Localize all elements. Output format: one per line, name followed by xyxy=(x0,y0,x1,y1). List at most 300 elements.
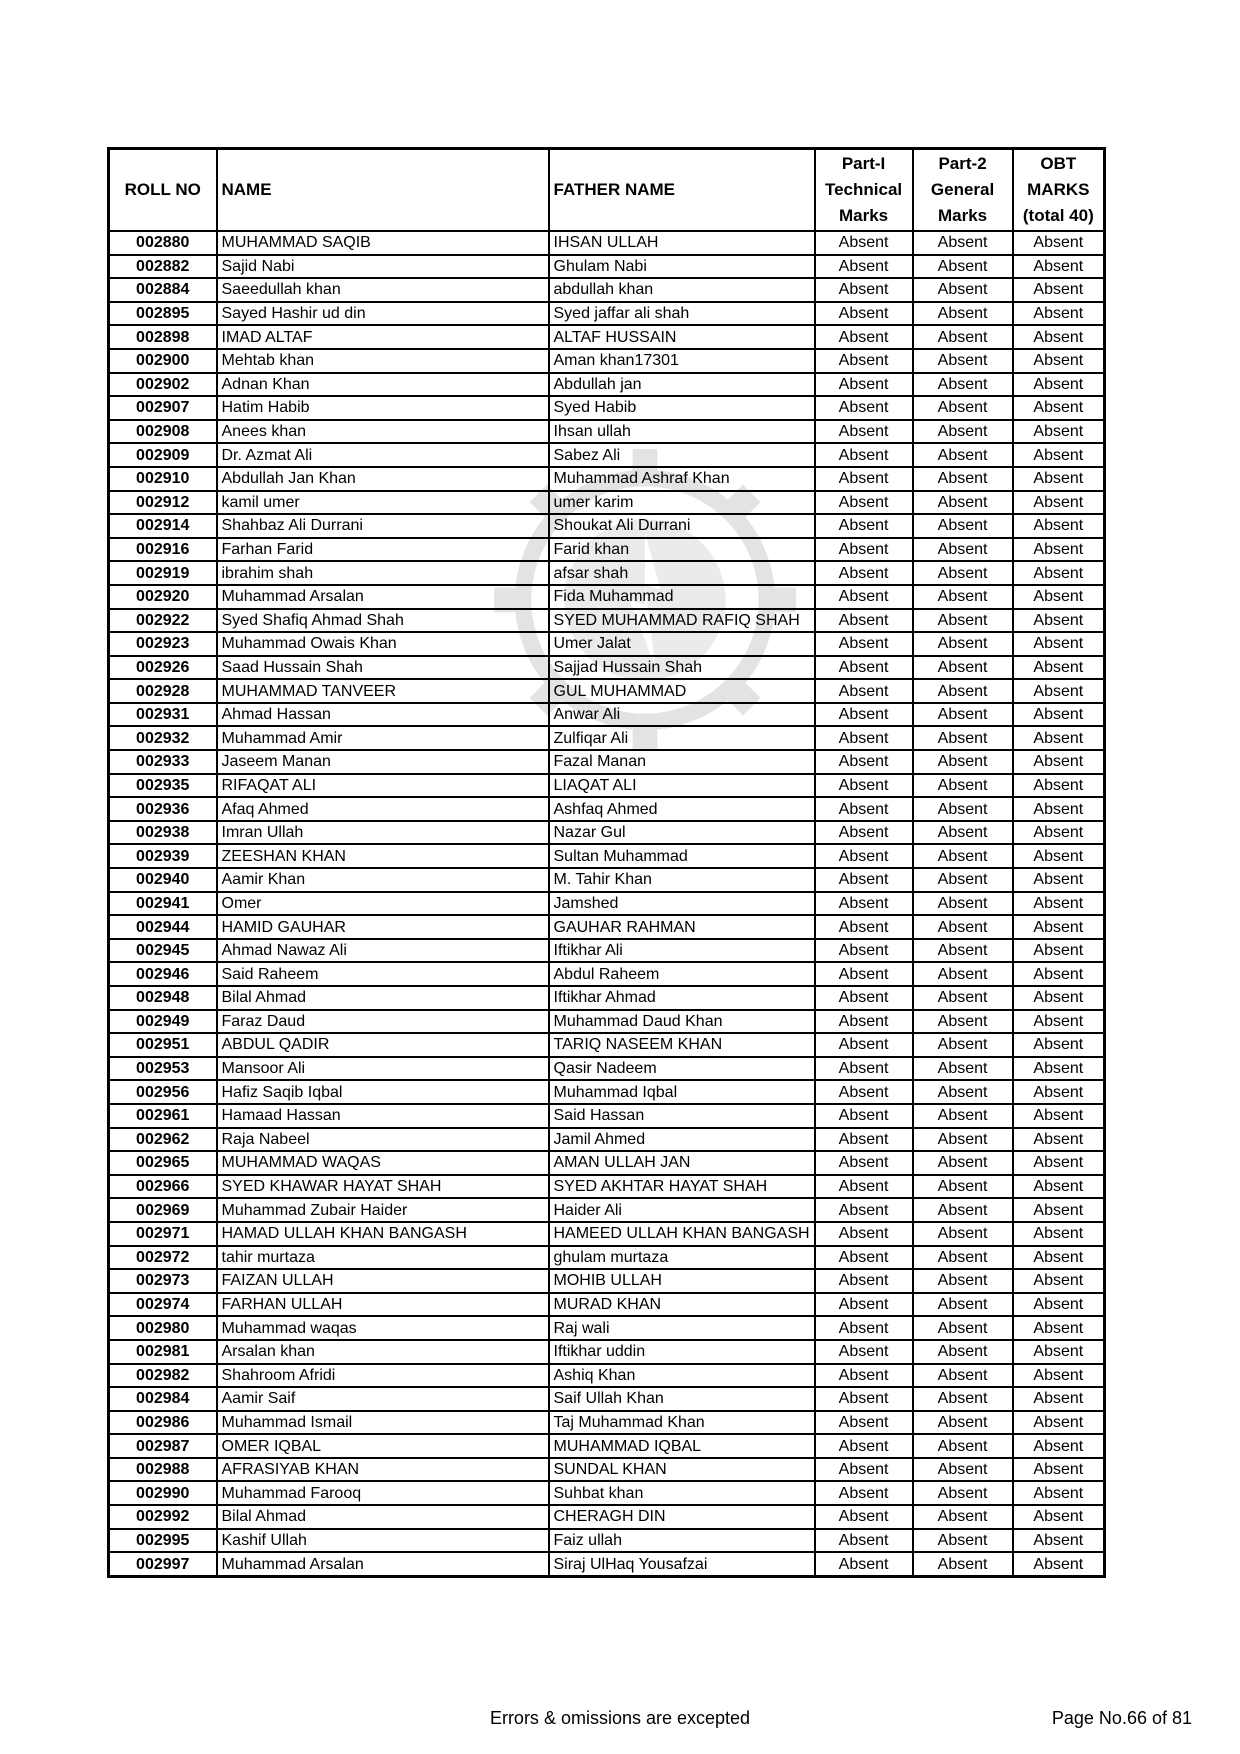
roll-no-cell: 002980 xyxy=(109,1316,217,1340)
part1-marks-cell: Absent xyxy=(815,561,913,585)
table-row xyxy=(109,1552,1105,1576)
obt-marks-cell: Absent xyxy=(1013,609,1105,633)
name-cell: Abdullah Jan Khan xyxy=(217,467,549,491)
roll-no-cell: 002920 xyxy=(109,585,217,609)
roll-no-cell: 002988 xyxy=(109,1458,217,1482)
obt-marks-cell: Absent xyxy=(1013,844,1105,868)
father-name-cell: Ihsan ullah xyxy=(549,420,815,444)
name-cell: Kashif Ullah xyxy=(217,1529,549,1553)
name-cell: IMAD ALTAF xyxy=(217,325,549,349)
obt-marks-cell: Absent xyxy=(1013,1458,1105,1482)
obt-marks-cell: Absent xyxy=(1013,1364,1105,1388)
father-name-cell: umer karim xyxy=(549,491,815,515)
roll-no-cell: 002995 xyxy=(109,1529,217,1553)
name-cell: Dr. Azmat Ali xyxy=(217,443,549,467)
table-row xyxy=(109,868,1105,892)
part1-marks-cell: Absent xyxy=(815,962,913,986)
part2-marks-cell: Absent xyxy=(913,1010,1013,1034)
father-name-cell: LIAQAT ALI xyxy=(549,774,815,798)
father-name-cell: Syed jaffar ali shah xyxy=(549,302,815,326)
part1-marks-cell: Absent xyxy=(815,443,913,467)
table-row xyxy=(109,1151,1105,1175)
part2-marks-cell: Absent xyxy=(913,396,1013,420)
father-name-cell: Jamshed xyxy=(549,892,815,916)
obt-marks-cell: Absent xyxy=(1013,1033,1105,1057)
col-header-name: NAME xyxy=(217,149,549,232)
obt-marks-cell: Absent xyxy=(1013,255,1105,279)
col-header-father-name: FATHER NAME xyxy=(549,149,815,232)
table-row xyxy=(109,538,1105,562)
name-cell: FARHAN ULLAH xyxy=(217,1293,549,1317)
roll-no-cell: 002880 xyxy=(109,231,217,255)
name-cell: Adnan Khan xyxy=(217,373,549,397)
footer-disclaimer: Errors & omissions are excepted xyxy=(489,1708,751,1728)
father-name-cell: Sajjad Hussain Shah xyxy=(549,656,815,680)
table-row xyxy=(109,1222,1105,1246)
part1-marks-cell: Absent xyxy=(815,1458,913,1482)
roll-no-cell: 002898 xyxy=(109,325,217,349)
roll-no-cell: 002984 xyxy=(109,1387,217,1411)
obt-marks-cell: Absent xyxy=(1013,1434,1105,1458)
father-name-cell: Faiz ullah xyxy=(549,1529,815,1553)
part1-marks-cell: Absent xyxy=(815,1529,913,1553)
father-name-cell: Haider Ali xyxy=(549,1198,815,1222)
part2-marks-cell: Absent xyxy=(913,1104,1013,1128)
part1-marks-cell: Absent xyxy=(815,939,913,963)
name-cell: Anees khan xyxy=(217,420,549,444)
roll-no-cell: 002987 xyxy=(109,1434,217,1458)
part2-marks-cell: Absent xyxy=(913,538,1013,562)
obt-marks-cell: Absent xyxy=(1013,349,1105,373)
name-cell: Arsalan khan xyxy=(217,1340,549,1364)
part1-marks-cell: Absent xyxy=(815,231,913,255)
father-name-cell: Farid khan xyxy=(549,538,815,562)
obt-marks-cell: Absent xyxy=(1013,1198,1105,1222)
table-row xyxy=(109,1269,1105,1293)
name-cell: Muhammad Arsalan xyxy=(217,585,549,609)
obt-marks-cell: Absent xyxy=(1013,585,1105,609)
col-header-roll-no: ROLL NO xyxy=(109,149,217,232)
table-row xyxy=(109,986,1105,1010)
part2-marks-cell: Absent xyxy=(913,726,1013,750)
father-name-cell: Muhammad Ashraf Khan xyxy=(549,467,815,491)
father-name-cell: Said Hassan xyxy=(549,1104,815,1128)
father-name-cell: Jamil Ahmed xyxy=(549,1128,815,1152)
father-name-cell: Ashfaq Ahmed xyxy=(549,797,815,821)
col-header-part2: Part-2 General Marks xyxy=(913,149,1013,232)
part1-marks-cell: Absent xyxy=(815,491,913,515)
name-cell: FAIZAN ULLAH xyxy=(217,1269,549,1293)
part2-marks-cell: Absent xyxy=(913,420,1013,444)
part2-marks-cell: Absent xyxy=(913,491,1013,515)
col-header-part1: Part-I Technical Marks xyxy=(815,149,913,232)
name-cell: kamil umer xyxy=(217,491,549,515)
obt-marks-cell: Absent xyxy=(1013,892,1105,916)
table-body xyxy=(109,231,1105,1576)
name-cell: Saeedullah khan xyxy=(217,278,549,302)
table-row xyxy=(109,1057,1105,1081)
table-row xyxy=(109,939,1105,963)
obt-marks-cell: Absent xyxy=(1013,986,1105,1010)
obt-marks-cell: Absent xyxy=(1013,1175,1105,1199)
father-name-cell: afsar shah xyxy=(549,561,815,585)
part1-marks-cell: Absent xyxy=(815,632,913,656)
table-row xyxy=(109,420,1105,444)
roll-no-cell: 002923 xyxy=(109,632,217,656)
roll-no-cell: 002940 xyxy=(109,868,217,892)
name-cell: AFRASIYAB KHAN xyxy=(217,1458,549,1482)
part1-marks-cell: Absent xyxy=(815,1080,913,1104)
name-cell: Muhammad Owais Khan xyxy=(217,632,549,656)
part2-marks-cell: Absent xyxy=(913,325,1013,349)
part2-marks-cell: Absent xyxy=(913,514,1013,538)
table-row xyxy=(109,1010,1105,1034)
part1-marks-cell: Absent xyxy=(815,325,913,349)
roll-no-cell: 002936 xyxy=(109,797,217,821)
part2-marks-cell: Absent xyxy=(913,844,1013,868)
father-name-cell: Zulfiqar Ali xyxy=(549,726,815,750)
name-cell: Bilal Ahmad xyxy=(217,1505,549,1529)
part2-marks-cell: Absent xyxy=(913,1057,1013,1081)
name-cell: Hafiz Saqib Iqbal xyxy=(217,1080,549,1104)
obt-marks-cell: Absent xyxy=(1013,231,1105,255)
name-cell: Saad Hussain Shah xyxy=(217,656,549,680)
part2-marks-cell: Absent xyxy=(913,609,1013,633)
part1-marks-cell: Absent xyxy=(815,1151,913,1175)
table-row xyxy=(109,373,1105,397)
part2-marks-cell: Absent xyxy=(913,892,1013,916)
part2-marks-cell: Absent xyxy=(913,373,1013,397)
roll-no-cell: 002953 xyxy=(109,1057,217,1081)
roll-no-cell: 002962 xyxy=(109,1128,217,1152)
name-cell: Muhammad Ismail xyxy=(217,1411,549,1435)
obt-marks-cell: Absent xyxy=(1013,797,1105,821)
part2-marks-cell: Absent xyxy=(913,1411,1013,1435)
part1-marks-cell: Absent xyxy=(815,396,913,420)
roll-no-cell: 002902 xyxy=(109,373,217,397)
obt-marks-cell: Absent xyxy=(1013,491,1105,515)
obt-marks-cell: Absent xyxy=(1013,1481,1105,1505)
father-name-cell: SYED AKHTAR HAYAT SHAH xyxy=(549,1175,815,1199)
obt-marks-cell: Absent xyxy=(1013,962,1105,986)
father-name-cell: Muhammad Daud Khan xyxy=(549,1010,815,1034)
name-cell: Aamir Saif xyxy=(217,1387,549,1411)
table-row xyxy=(109,561,1105,585)
table-row xyxy=(109,1104,1105,1128)
father-name-cell: Aman khan17301 xyxy=(549,349,815,373)
part2-marks-cell: Absent xyxy=(913,821,1013,845)
father-name-cell: Suhbat khan xyxy=(549,1481,815,1505)
father-name-cell: Anwar Ali xyxy=(549,703,815,727)
part2-marks-cell: Absent xyxy=(913,750,1013,774)
roll-no-cell: 002961 xyxy=(109,1104,217,1128)
father-name-cell: Umer Jalat xyxy=(549,632,815,656)
roll-no-cell: 002912 xyxy=(109,491,217,515)
name-cell: Said Raheem xyxy=(217,962,549,986)
table-row xyxy=(109,1458,1105,1482)
part2-marks-cell: Absent xyxy=(913,703,1013,727)
father-name-cell: HAMEED ULLAH KHAN BANGASH xyxy=(549,1222,815,1246)
part1-marks-cell: Absent xyxy=(815,703,913,727)
roll-no-cell: 002935 xyxy=(109,774,217,798)
father-name-cell: SYED MUHAMMAD RAFIQ SHAH xyxy=(549,609,815,633)
roll-no-cell: 002944 xyxy=(109,915,217,939)
part2-marks-cell: Absent xyxy=(913,1364,1013,1388)
obt-marks-cell: Absent xyxy=(1013,1128,1105,1152)
obt-marks-cell: Absent xyxy=(1013,1316,1105,1340)
part2-marks-cell: Absent xyxy=(913,962,1013,986)
part1-marks-cell: Absent xyxy=(815,609,913,633)
name-cell: Mansoor Ali xyxy=(217,1057,549,1081)
obt-marks-cell: Absent xyxy=(1013,467,1105,491)
name-cell: Muhammad Zubair Haider xyxy=(217,1198,549,1222)
roll-no-cell: 002986 xyxy=(109,1411,217,1435)
table-row xyxy=(109,514,1105,538)
part2-marks-cell: Absent xyxy=(913,1269,1013,1293)
name-cell: Imran Ullah xyxy=(217,821,549,845)
table-row xyxy=(109,255,1105,279)
obt-marks-cell: Absent xyxy=(1013,1010,1105,1034)
part1-marks-cell: Absent xyxy=(815,1316,913,1340)
father-name-cell: Siraj UlHaq Yousafzai xyxy=(549,1552,815,1576)
table-row xyxy=(109,302,1105,326)
part1-marks-cell: Absent xyxy=(815,915,913,939)
father-name-cell: Ghulam Nabi xyxy=(549,255,815,279)
roll-no-cell: 002895 xyxy=(109,302,217,326)
part1-marks-cell: Absent xyxy=(815,1481,913,1505)
obt-marks-cell: Absent xyxy=(1013,679,1105,703)
part2-marks-cell: Absent xyxy=(913,656,1013,680)
name-cell: Afaq Ahmed xyxy=(217,797,549,821)
obt-marks-cell: Absent xyxy=(1013,915,1105,939)
roll-no-cell: 002908 xyxy=(109,420,217,444)
part2-marks-cell: Absent xyxy=(913,1198,1013,1222)
obt-marks-cell: Absent xyxy=(1013,868,1105,892)
part1-marks-cell: Absent xyxy=(815,750,913,774)
father-name-cell: Nazar Gul xyxy=(549,821,815,845)
part2-marks-cell: Absent xyxy=(913,278,1013,302)
part1-marks-cell: Absent xyxy=(815,1387,913,1411)
page-number: Page No.66 of 81 xyxy=(1051,1708,1192,1728)
part1-marks-cell: Absent xyxy=(815,1293,913,1317)
roll-no-cell: 002969 xyxy=(109,1198,217,1222)
roll-no-cell: 002948 xyxy=(109,986,217,1010)
table-row xyxy=(109,844,1105,868)
father-name-cell: TARIQ NASEEM KHAN xyxy=(549,1033,815,1057)
table-header-row xyxy=(109,149,1105,232)
father-name-cell: Ashiq Khan xyxy=(549,1364,815,1388)
table-row xyxy=(109,396,1105,420)
roll-no-cell: 002933 xyxy=(109,750,217,774)
part2-marks-cell: Absent xyxy=(913,1552,1013,1576)
obt-marks-cell: Absent xyxy=(1013,1080,1105,1104)
table-row xyxy=(109,491,1105,515)
obt-marks-cell: Absent xyxy=(1013,1246,1105,1270)
results-table xyxy=(107,147,1106,1578)
father-name-cell: CHERAGH DIN xyxy=(549,1505,815,1529)
obt-marks-cell: Absent xyxy=(1013,1552,1105,1576)
obt-marks-cell: Absent xyxy=(1013,302,1105,326)
name-cell: Sajid Nabi xyxy=(217,255,549,279)
part1-marks-cell: Absent xyxy=(815,1434,913,1458)
roll-no-cell: 002974 xyxy=(109,1293,217,1317)
name-cell: Shahroom Afridi xyxy=(217,1364,549,1388)
roll-no-cell: 002990 xyxy=(109,1481,217,1505)
roll-no-cell: 002939 xyxy=(109,844,217,868)
father-name-cell: MURAD KHAN xyxy=(549,1293,815,1317)
table-row xyxy=(109,1175,1105,1199)
table-row xyxy=(109,632,1105,656)
roll-no-cell: 002914 xyxy=(109,514,217,538)
table-row xyxy=(109,750,1105,774)
roll-no-cell: 002945 xyxy=(109,939,217,963)
table-row xyxy=(109,1316,1105,1340)
roll-no-cell: 002941 xyxy=(109,892,217,916)
roll-no-cell: 002992 xyxy=(109,1505,217,1529)
roll-no-cell: 002919 xyxy=(109,561,217,585)
roll-no-cell: 002916 xyxy=(109,538,217,562)
part1-marks-cell: Absent xyxy=(815,302,913,326)
table-row xyxy=(109,679,1105,703)
father-name-cell: Taj Muhammad Khan xyxy=(549,1411,815,1435)
part2-marks-cell: Absent xyxy=(913,1340,1013,1364)
part2-marks-cell: Absent xyxy=(913,1128,1013,1152)
part1-marks-cell: Absent xyxy=(815,1246,913,1270)
table-row xyxy=(109,962,1105,986)
table-row xyxy=(109,1128,1105,1152)
obt-marks-cell: Absent xyxy=(1013,774,1105,798)
father-name-cell: GAUHAR RAHMAN xyxy=(549,915,815,939)
part1-marks-cell: Absent xyxy=(815,1057,913,1081)
part2-marks-cell: Absent xyxy=(913,1151,1013,1175)
roll-no-cell: 002910 xyxy=(109,467,217,491)
table-row xyxy=(109,325,1105,349)
roll-no-cell: 002884 xyxy=(109,278,217,302)
part2-marks-cell: Absent xyxy=(913,561,1013,585)
part2-marks-cell: Absent xyxy=(913,349,1013,373)
father-name-cell: MUHAMMAD IQBAL xyxy=(549,1434,815,1458)
father-name-cell: Sultan Muhammad xyxy=(549,844,815,868)
father-name-cell: ghulam murtaza xyxy=(549,1246,815,1270)
obt-marks-cell: Absent xyxy=(1013,939,1105,963)
roll-no-cell: 002900 xyxy=(109,349,217,373)
father-name-cell: MOHIB ULLAH xyxy=(549,1269,815,1293)
father-name-cell: Saif Ullah Khan xyxy=(549,1387,815,1411)
part2-marks-cell: Absent xyxy=(913,255,1013,279)
roll-no-cell: 002972 xyxy=(109,1246,217,1270)
roll-no-cell: 002956 xyxy=(109,1080,217,1104)
table-row xyxy=(109,609,1105,633)
name-cell: HAMID GAUHAR xyxy=(217,915,549,939)
name-cell: Hatim Habib xyxy=(217,396,549,420)
name-cell: Sayed Hashir ud din xyxy=(217,302,549,326)
part1-marks-cell: Absent xyxy=(815,1010,913,1034)
name-cell: OMER IQBAL xyxy=(217,1434,549,1458)
obt-marks-cell: Absent xyxy=(1013,373,1105,397)
part2-marks-cell: Absent xyxy=(913,1458,1013,1482)
part2-marks-cell: Absent xyxy=(913,915,1013,939)
roll-no-cell: 002981 xyxy=(109,1340,217,1364)
roll-no-cell: 002966 xyxy=(109,1175,217,1199)
part2-marks-cell: Absent xyxy=(913,774,1013,798)
table-row xyxy=(109,443,1105,467)
roll-no-cell: 002951 xyxy=(109,1033,217,1057)
obt-marks-cell: Absent xyxy=(1013,538,1105,562)
part1-marks-cell: Absent xyxy=(815,679,913,703)
roll-no-cell: 002946 xyxy=(109,962,217,986)
obt-marks-cell: Absent xyxy=(1013,1151,1105,1175)
part1-marks-cell: Absent xyxy=(815,844,913,868)
part1-marks-cell: Absent xyxy=(815,585,913,609)
part1-marks-cell: Absent xyxy=(815,255,913,279)
name-cell: Shahbaz Ali Durrani xyxy=(217,514,549,538)
father-name-cell: Abdullah jan xyxy=(549,373,815,397)
father-name-cell: Qasir Nadeem xyxy=(549,1057,815,1081)
part1-marks-cell: Absent xyxy=(815,1222,913,1246)
part1-marks-cell: Absent xyxy=(815,514,913,538)
name-cell: Bilal Ahmad xyxy=(217,986,549,1010)
obt-marks-cell: Absent xyxy=(1013,1529,1105,1553)
part2-marks-cell: Absent xyxy=(913,1481,1013,1505)
father-name-cell: Fida Muhammad xyxy=(549,585,815,609)
obt-marks-cell: Absent xyxy=(1013,1104,1105,1128)
name-cell: HAMAD ULLAH KHAN BANGASH xyxy=(217,1222,549,1246)
father-name-cell: ALTAF HUSSAIN xyxy=(549,325,815,349)
name-cell: Faraz Daud xyxy=(217,1010,549,1034)
name-cell: tahir murtaza xyxy=(217,1246,549,1270)
obt-marks-cell: Absent xyxy=(1013,656,1105,680)
name-cell: ZEESHAN KHAN xyxy=(217,844,549,868)
part1-marks-cell: Absent xyxy=(815,656,913,680)
table-row xyxy=(109,1080,1105,1104)
obt-marks-cell: Absent xyxy=(1013,443,1105,467)
part2-marks-cell: Absent xyxy=(913,1505,1013,1529)
roll-no-cell: 002926 xyxy=(109,656,217,680)
roll-no-cell: 002997 xyxy=(109,1552,217,1576)
table-row xyxy=(109,797,1105,821)
table-row xyxy=(109,1293,1105,1317)
obt-marks-cell: Absent xyxy=(1013,561,1105,585)
table-row xyxy=(109,726,1105,750)
roll-no-cell: 002882 xyxy=(109,255,217,279)
part1-marks-cell: Absent xyxy=(815,797,913,821)
father-name-cell: AMAN ULLAH JAN xyxy=(549,1151,815,1175)
part1-marks-cell: Absent xyxy=(815,1552,913,1576)
roll-no-cell: 002932 xyxy=(109,726,217,750)
obt-marks-cell: Absent xyxy=(1013,278,1105,302)
part2-marks-cell: Absent xyxy=(913,231,1013,255)
table-row xyxy=(109,821,1105,845)
part2-marks-cell: Absent xyxy=(913,585,1013,609)
name-cell: Raja Nabeel xyxy=(217,1128,549,1152)
name-cell: Farhan Farid xyxy=(217,538,549,562)
part2-marks-cell: Absent xyxy=(913,1529,1013,1553)
name-cell: MUHAMMAD WAQAS xyxy=(217,1151,549,1175)
part2-marks-cell: Absent xyxy=(913,797,1013,821)
table-row xyxy=(109,774,1105,798)
father-name-cell: GUL MUHAMMAD xyxy=(549,679,815,703)
part1-marks-cell: Absent xyxy=(815,278,913,302)
name-cell: Omer xyxy=(217,892,549,916)
obt-marks-cell: Absent xyxy=(1013,1057,1105,1081)
father-name-cell: Fazal Manan xyxy=(549,750,815,774)
part1-marks-cell: Absent xyxy=(815,986,913,1010)
part1-marks-cell: Absent xyxy=(815,892,913,916)
obt-marks-cell: Absent xyxy=(1013,1293,1105,1317)
part1-marks-cell: Absent xyxy=(815,373,913,397)
table-row xyxy=(109,1364,1105,1388)
table-row xyxy=(109,278,1105,302)
